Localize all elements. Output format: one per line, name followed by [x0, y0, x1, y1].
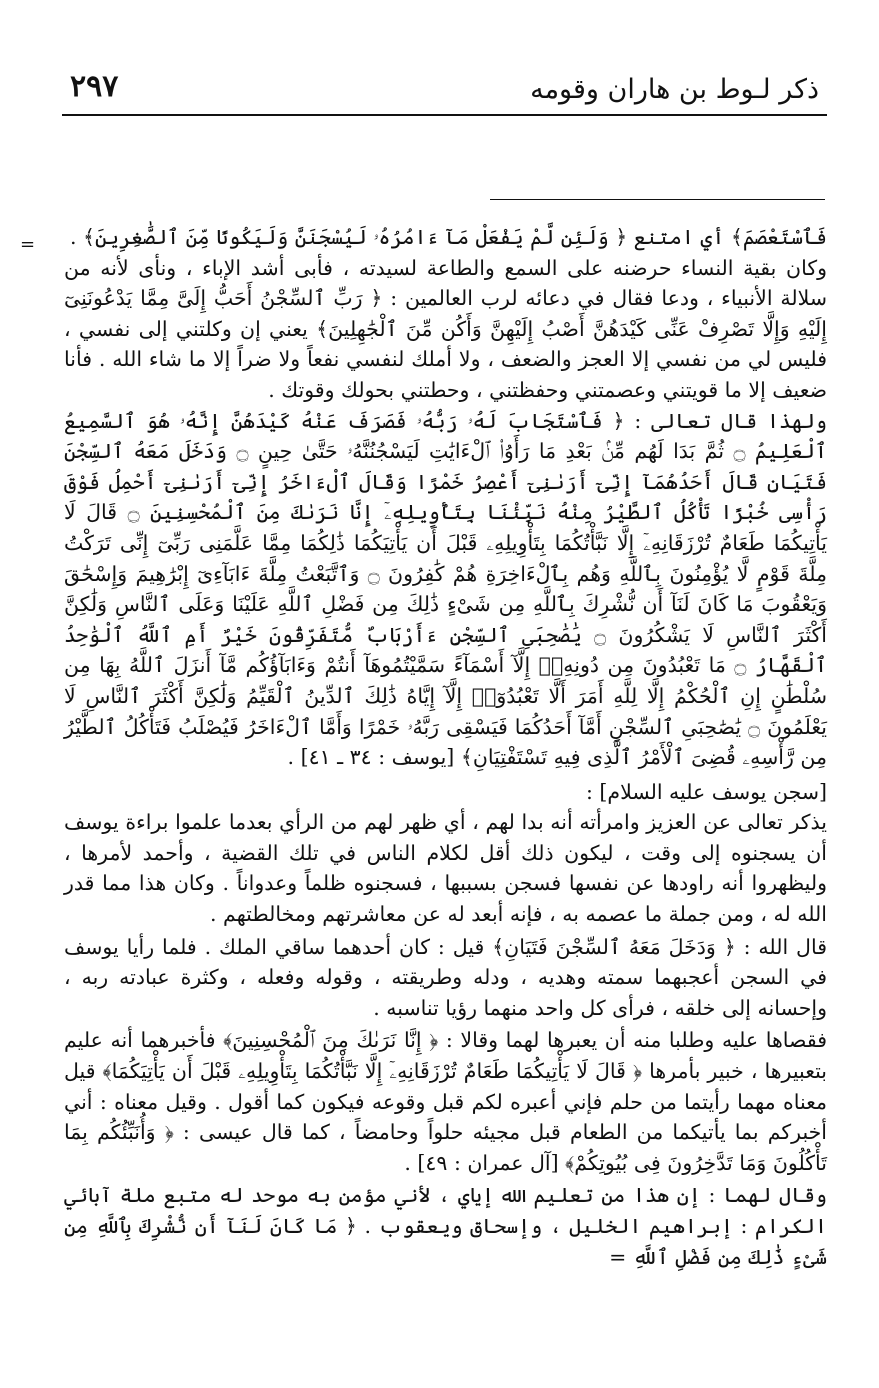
continuation-mark: = — [20, 234, 36, 255]
continuation-rule — [490, 199, 825, 200]
paragraph-teaching: وقال لهما : إن هذا من تعليم الله إياي ، لأني مؤمن به موحد له متبع ملة آبائي الكرام : إبراهيم الخليل ، وإسحاق ويعقوب . ﴿ مَا كَانَ لَنَآ أَن نُّشْرِكَ بِٱللَّهِ مِن شَىْءٍ ذَٰلِكَ مِن فَضْلِ ٱللَّهِ = — [64, 1183, 827, 1269]
header-rule — [62, 114, 827, 116]
paragraph-imprisonment: يذكر تعالى عن العزيز وامرأته أنه بدا لهم ، أي ظهر لهم من الرأي بعدما علموا براءة يوسف أن يسجنوه إلى وقت ، ليكون ذلك أقل لكلام الناس في تلك القضية ، وأحمد لأمرها ، وليظهروا أنه راودها عن نفسها فسجن بسببها ، فسجنوه ظلماً وعدواناً . وكان هذا مما قدر الله له ، ومن جملة ما عصمه به ، فإنه أبعد له عن معاشرتهم ومخالطتهم . — [64, 810, 827, 927]
paragraph-quran-yusuf: ولهذا قال تعالى : ﴿ فَٱسْتَجَابَ لَهُۥ رَبُّهُۥ فَصَرَفَ عَنْهُ كَيْدَهُنَّ إِنَّهُۥ هُوَ ٱلسَّمِيعُ ٱلْعَلِيمُ ۝ ثُمَّ بَدَا لَهُم مِّنۢ بَعْدِ مَا رَأَوُا۟ ٱلْءَايَٰتِ لَيَسْجُنُنَّهُۥ حَتَّىٰ حِينٍ ۝ وَدَخَلَ مَعَهُ ٱلسِّجْنَ فَتَيَانِ قَالَ أَحَدُهُمَآ إِنِّىٓ أَرَىٰنِىٓ أَعْصِرُ خَمْرًا وَقَالَ ٱلْءَاخَرُ إِنِّىٓ أَرَىٰنِىٓ أَحْمِلُ فَوْقَ رَأْسِى خُبْزًا تَأْكُلُ ٱلطَّيْرُ مِنْهُ نَبِّئْنَا بِتَأْوِيلِهِۦٓ إِنَّا نَرَىٰكَ مِنَ ٱلْمُحْسِنِينَ ۝ قَالَ لَا يَأْتِيكُمَا طَعَامٌ تُرْزَقَانِهِۦٓ إِلَّا نَبَّأْتُكُمَا بِتَأْوِيلِهِۦ قَبْلَ أَن يَأْتِيَكُمَا ذَٰلِكُمَا مِمَّا عَلَّمَنِى رَبِّىٓ إِنِّى تَرَكْتُ مِلَّةَ قَوْمٍ لَّا يُؤْمِنُونَ بِٱللَّهِ وَهُم بِٱلْءَاخِرَةِ هُمْ كَٰفِرُونَ ۝ وَٱتَّبَعْتُ مِلَّةَ ءَابَآءِىٓ إِبْرَٰهِيمَ وَإِسْحَٰقَ وَيَعْقُوبَ مَا كَانَ لَنَآ أَن نُّشْرِكَ بِٱللَّهِ مِن شَىْءٍ ذَٰلِكَ مِن فَضْلِ ٱللَّهِ عَلَيْنَا وَعَلَى ٱلنَّاسِ وَلَٰكِنَّ أَكْثَرَ ٱلنَّاسِ لَا يَشْكُرُونَ ۝ يَٰصَٰحِبَىِ ٱلسِّجْنِ ءَأَرْبَابٌ مُّتَفَرِّقُونَ خَيْرٌ أَمِ ٱللَّهُ ٱلْوَٰحِدُ ٱلْقَهَّارُ ۝ مَا تَعْبُدُونَ مِن دُونِهِۦٓ إِلَّآ أَسْمَآءً سَمَّيْتُمُوهَآ أَنتُمْ وَءَابَآؤُكُم مَّآ أَنزَلَ ٱللَّهُ بِهَا مِن سُلْطَٰنٍ إِنِ ٱلْحُكْمُ إِلَّا لِلَّهِ أَمَرَ أَلَّا تَعْبُدُوٓا۟ إِلَّآ إِيَّاهُ ذَٰلِكَ ٱلدِّينُ ٱلْقَيِّمُ وَلَٰكِنَّ أَكْثَرَ ٱلنَّاسِ لَا يَعْلَمُونَ ۝ يَٰصَٰحِبَىِ ٱلسِّجْنِ أَمَّآ أَحَدُكُمَا فَيَسْقِى رَبَّهُۥ خَمْرًا وَأَمَّا ٱلْءَاخَرُ فَيُصْلَبُ فَتَأْكُلُ ٱلطَّيْرُ مِن رَّأْسِهِۦ قُضِىَ ٱلْأَمْرُ ٱلَّذِى فِيهِ تَسْتَفْتِيَانِ﴾ [يوسف : ٣٤ ـ ٤١] . — [64, 408, 828, 770]
paragraph-two-youths: قال الله : ﴿ وَدَخَلَ مَعَهُ ٱلسِّجْنَ فَتَيَانِ﴾ قيل : كان أحدهما ساقي الملك . فلما رأيا يوسف في السجن أعجبهما سمته وهديه ، ودله وطريقته ، وقوله وفعله ، وكثرة عبادته ربه ، وإحسانه إلى خلقه ، فرأى كل واحد منهما رؤيا تناسبه . — [64, 934, 827, 1020]
page-number: ٢٩٧ — [70, 69, 119, 104]
paragraph-continuation: فَٱسْتَعْصَمَ﴾ أي امتنع ﴿ وَلَئِن لَّمْ يَفْعَلْ مَآ ءَامُرُهُۥ لَيُسْجَنَنَّ وَلَيَكُونًا مِّنَ ٱلصَّٰغِرِينَ﴾ . — [70, 225, 827, 249]
paragraph-dream-interpretation: فقصاها عليه وطلبا منه أن يعبرها لهما وقالا : ﴿ إِنَّا نَرَىٰكَ مِنَ ٱلْمُحْسِنِينَ﴾ فأخبرهما أنه عليم بتعبيرها ، خبير بأمرها ﴿ قَالَ لَا يَأْتِيكُمَا طَعَامٌ تُرْزَقَانِهِۦٓ إِلَّا نَبَّأْتُكُمَا بِتَأْوِيلِهِۦ قَبْلَ أَن يَأْتِيَكُمَا﴾ قيل معناه مهما رأيتما من حلم فإني أعبره لكم قبل وقوعه فيكون كما أقول . وقيل معناه : أني أخبركم بما يأتيكما من الطعام قبل مجيئه حلواً وحامضاً ، كما قال عيسى : ﴿ وَأُنَبِّئُكُم بِمَا تَأْكُلُونَ وَمَا تَدَّخِرُونَ فِى بُيُوتِكُمْ﴾ [آل عمران : ٤٩] . — [64, 1028, 827, 1175]
section-heading: [سجن يوسف عليه السلام] : — [585, 779, 827, 804]
paragraph-prayer: وكان بقية النساء حرضنه على السمع والطاعة لسيدته ، فأبى أشد الإباء ، ونأى لأنه من سلالة الأنبياء ، ودعا فقال في دعائه لرب العالمين : ﴿ رَبِّ ٱلسِّجْنُ أَحَبُّ إِلَىَّ مِمَّا يَدْعُونَنِىٓ إِلَيْهِ وَإِلَّا تَصْرِفْ عَنِّى كَيْدَهُنَّ أَصْبُ إِلَيْهِنَّ وَأَكُن مِّنَ ٱلْجَٰهِلِينَ﴾ يعني إن وكلتني إلى نفسي ، فليس لي من نفسي إلا العجز والضعف ، ولا أملك لنفسي نفعاً ولا ضراً إلا ما شاء الله . فأنا ضعيف إلا ما قويتني وعصمتني وحفظتني ، وحطتني بحولك وقوتك . — [64, 255, 827, 402]
page-body — [64, 222, 827, 1272]
running-header-title: ذكر لـوط بن هاران وقومه — [530, 74, 819, 105]
